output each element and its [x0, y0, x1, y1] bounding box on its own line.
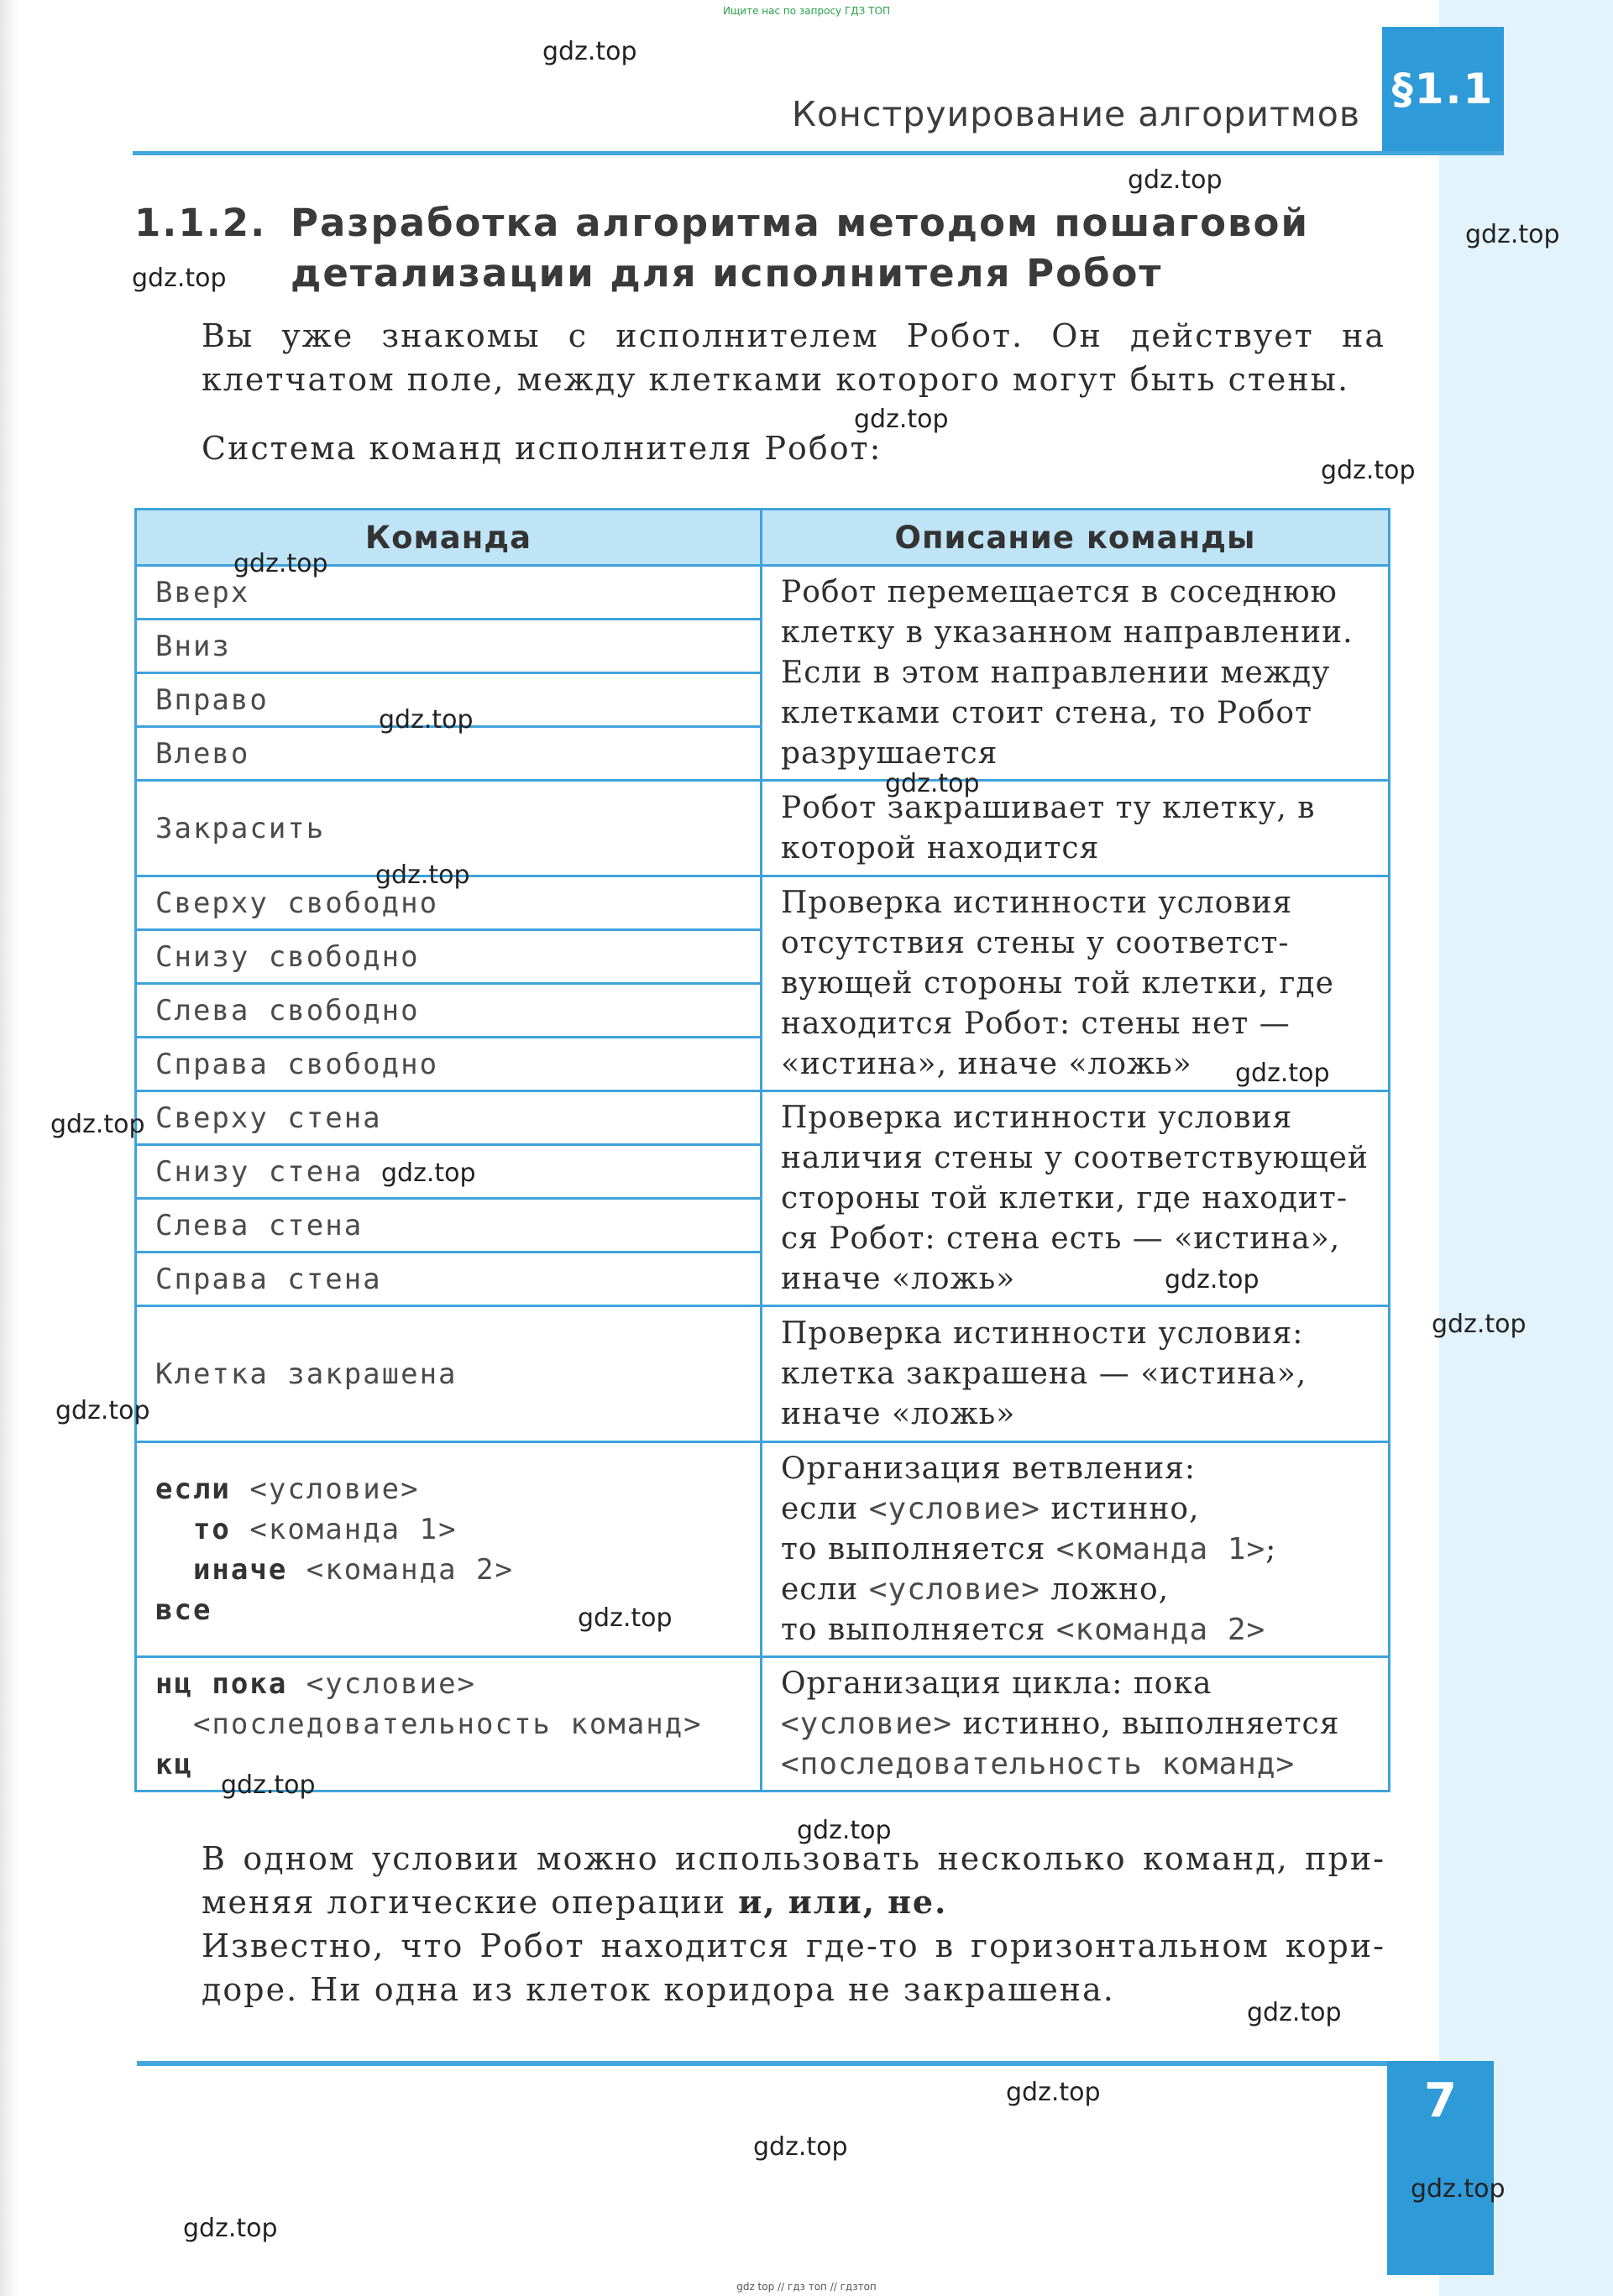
kw-while: нц пока: [155, 1666, 288, 1701]
cmd-paint: Закрасить: [136, 781, 762, 876]
table-row: [136, 781, 1390, 876]
loop-condition: <условие>: [306, 1666, 477, 1701]
if-desc-text: то выполняется: [781, 1531, 1046, 1566]
if-description: [762, 1442, 1390, 1657]
header-rule: [133, 151, 1504, 155]
kw-if: если: [155, 1472, 231, 1506]
loop-desc-text: истинно, выполняется: [962, 1706, 1340, 1741]
if-desc-text: ложно,: [1050, 1572, 1170, 1607]
if-desc-text: если: [781, 1572, 859, 1607]
cmd-top-wall: Сверху стена: [136, 1091, 762, 1145]
watermark: gdz.top: [233, 549, 328, 578]
outro-paragraph-2: [134, 1924, 1385, 2011]
watermark: gdz.top: [375, 860, 470, 890]
if-desc-code: <условие>: [868, 1572, 1040, 1607]
kw-end-loop: кц: [155, 1747, 193, 1781]
watermark: gdz.top: [55, 1396, 150, 1425]
cmd-up: Вверх: [136, 566, 762, 620]
watermark: gdz.top: [578, 1603, 673, 1633]
cmd-bottom-wall: Снизу стена: [136, 1145, 762, 1199]
heading-line1: Разработка алгоритма методом пошаговой: [291, 201, 1309, 245]
if-desc-line: [781, 1489, 1371, 1530]
intro-caption-text: Система команд исполнителя Робот:: [202, 430, 882, 467]
outro-text-1: [134, 1837, 1385, 1924]
loop-desc-line: Организация цикла: пока: [781, 1666, 1212, 1701]
watermark: gdz.top: [132, 264, 227, 293]
page-number: 7: [1424, 2074, 1457, 2128]
then-command: <команда 1>: [249, 1512, 458, 1546]
if-desc-text: ;: [1265, 1531, 1277, 1566]
if-desc-text: истинно,: [1050, 1491, 1200, 1526]
section-badge: §1.1: [1382, 27, 1504, 151]
footer-rule: [137, 2061, 1388, 2066]
table-row: [136, 876, 1390, 930]
logic-op-not: не.: [888, 1883, 948, 1921]
if-desc-line: [781, 1610, 1371, 1650]
loop-desc-line: [781, 1704, 1371, 1744]
watermark: gdz.top: [542, 37, 637, 66]
cmd-right-free: Справа свободно: [136, 1038, 762, 1091]
column-header-description: Описание команды: [762, 510, 1390, 566]
watermark: gdz.top: [1411, 2174, 1506, 2204]
intro-paragraph: [134, 314, 1385, 401]
watermark: gdz.top: [885, 769, 980, 798]
cmd-down: Вниз: [136, 620, 762, 673]
section-heading: [134, 198, 1394, 299]
free-description: Проверка истинности условия отсутствия стены у соответст-вующей стороны той клетки, где находится Робот: стены нет — «истина», иначе «ложь»: [762, 876, 1390, 1091]
page-margin-band: [1439, 0, 1613, 2296]
if-desc-line: [781, 1570, 1371, 1610]
move-description: Робот перемещается в соседнюю клетку в указанном направлении. Если в этом направлении между клетками стоит стена, то Робот разрушается: [762, 566, 1390, 781]
loop-description: [762, 1657, 1390, 1791]
search-hint: Ищите нас по запросу ГДЗ ТОП: [723, 5, 890, 17]
cmd-right-wall: Справа стена: [136, 1253, 762, 1306]
watermark: gdz.top: [1321, 456, 1416, 485]
if-desc-code: <команда 1>: [1055, 1531, 1266, 1566]
if-desc-code: <команда 2>: [1055, 1612, 1266, 1647]
watermark: gdz.top: [50, 1110, 145, 1139]
loop-desc-code: <последовательность команд>: [781, 1746, 1296, 1781]
table-row: [136, 1442, 1390, 1657]
kw-then: то: [192, 1512, 231, 1546]
watermark: gdz.top: [797, 1816, 892, 1845]
watermark: gdz.top: [1006, 2078, 1101, 2107]
intro-caption: [134, 426, 1385, 470]
chapter-title: Конструирование алгоритмов: [791, 94, 1360, 134]
table-row: [136, 1306, 1390, 1442]
column-header-command: Команда: [136, 510, 762, 566]
if-desc-line: [781, 1530, 1371, 1570]
if-desc-text: то выполняется: [781, 1612, 1046, 1647]
watermark: gdz.top: [753, 2132, 848, 2162]
if-desc-code: <условие>: [868, 1491, 1040, 1526]
command-table: [134, 508, 1390, 1792]
cmd-left: Влево: [136, 727, 762, 781]
outro-text: В одном условии можно использовать несколько команд, при-меняя логические операции: [202, 1840, 1385, 1921]
watermark: gdz.top: [381, 1158, 476, 1188]
painted-description: Проверка истинности условия: клетка закрашена — «истина», иначе «ложь»: [762, 1306, 1390, 1442]
watermark: gdz.top: [183, 2214, 278, 2243]
cmd-top-free: Сверху свободно: [136, 876, 762, 930]
cmd-cell-painted: Клетка закрашена: [136, 1306, 762, 1442]
wall-description: Проверка истинности условия наличия стены у соответствующей стороны той клетки, где находит-ся Робот: стена есть — «истина», иначе «ложь»: [762, 1091, 1390, 1306]
footer-watermark: gdz top // гдз топ // гдзтоп: [736, 2281, 877, 2293]
watermark: gdz.top: [1128, 165, 1223, 195]
outro-paragraph-1: [134, 1837, 1385, 1924]
watermark: gdz.top: [1465, 220, 1560, 249]
table-row: [136, 1091, 1390, 1145]
kw-else: иначе: [192, 1552, 288, 1587]
if-desc-line: Организация ветвления:: [781, 1451, 1197, 1486]
watermark: gdz.top: [854, 405, 949, 434]
page-binding-shadow: [0, 0, 18, 2296]
heading-number: 1.1.2.: [134, 201, 267, 245]
else-command: <команда 2>: [306, 1552, 514, 1587]
watermark: gdz.top: [1235, 1059, 1330, 1088]
loop-body: <последовательность команд>: [192, 1707, 703, 1741]
if-condition: <условие>: [249, 1472, 420, 1506]
loop-desc-code: <условие>: [781, 1706, 953, 1741]
table-row: [136, 1657, 1390, 1791]
cmd-left-wall: Слева стена: [136, 1199, 762, 1253]
cmd-left-free: Слева свободно: [136, 984, 762, 1038]
logic-op-or: или,: [788, 1883, 876, 1921]
if-desc-text: если: [781, 1491, 859, 1526]
cmd-right: Вправо: [136, 673, 762, 727]
cmd-bottom-free: Снизу свободно: [136, 930, 762, 984]
logic-op-and: и,: [738, 1883, 777, 1921]
watermark: gdz.top: [221, 1770, 316, 1800]
kw-end-if: все: [155, 1593, 212, 1627]
heading-line2: детализации для исполнителя Робот: [291, 251, 1163, 295]
watermark: gdz.top: [1247, 1998, 1342, 2027]
outro-text-2: Известно, что Робот находится где-то в горизонтальном кори-доре. Ни одна из клеток коридора не закрашена.: [202, 1927, 1385, 2008]
watermark: gdz.top: [1165, 1265, 1260, 1294]
watermark: gdz.top: [379, 705, 474, 735]
paint-description: Робот закрашивает ту клетку, в которой находится: [762, 781, 1390, 876]
watermark: gdz.top: [1432, 1310, 1527, 1339]
intro-text: Вы уже знакомы с исполнителем Робот. Он действует на клетчатом поле, между клетками которого могут быть стены.: [202, 317, 1385, 398]
